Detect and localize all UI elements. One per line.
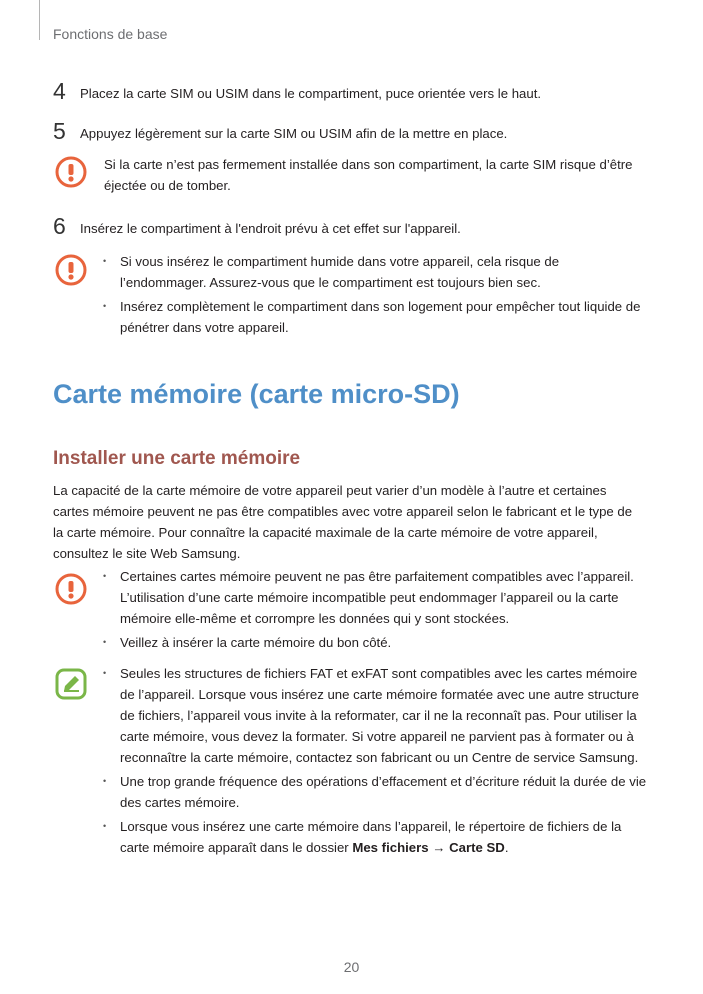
folder-name: Mes fichiers [352, 840, 429, 855]
step-number: 6 [53, 213, 66, 239]
caution-icon [55, 254, 87, 286]
intro-paragraph: La capacité de la carte mémoire de votre appareil peut varier d’un modèle à l’autre et certaines cartes mémoire peuvent ne pas être compatibles avec votre appareil selon le fabricant et le type de la carte mémoire. Pour connaître la capacité maximale de la carte mémoire de votre appareil, consultez le site Web Samsung. [53, 483, 633, 561]
header-rule [39, 0, 40, 40]
list-item: • Veillez à insérer la carte mémoire du bon côté. [103, 632, 648, 653]
page-number: 20 [343, 959, 360, 975]
step-text: Insérez le compartiment à l'endroit prévu à cet effet sur l'appareil. [80, 221, 461, 236]
list-item: • Une trop grande fréquence des opérations d’effacement et d’écriture réduit la durée de vie des cartes mémoire. [103, 771, 648, 813]
caution-icon [55, 156, 87, 188]
list-item-text: Lorsque vous insérez une carte mémoire dans l’appareil, le répertoire de fichiers de la carte mémoire apparaît dans le dossier [120, 819, 622, 855]
step-number: 5 [53, 118, 66, 144]
caution-list [103, 251, 648, 341]
list-item: • Seules les structures de fichiers FAT et exFAT sont compatibles avec les cartes mémoire de l’appareil. Lorsque vous insérez une carte mémoire formatée avec une autre structure de fichiers, l’appareil vous invite à la reformater, car il ne la reconnaît pas. Pour utiliser la carte mémoire, vous devez la formater. Si votre appareil ne parvient pas à formater ou à reconnaître la carte mémoire, contactez son fabricant ou un Centre de service Samsung. [103, 663, 648, 768]
caution-icon [55, 573, 87, 605]
section-header: Fonctions de base [53, 26, 168, 42]
section-title: Carte mémoire (carte micro-SD) [53, 379, 460, 409]
step-text: Placez la carte SIM ou USIM dans le compartiment, puce orientée vers le haut. [80, 86, 542, 101]
list-item: • Insérez complètement le compartiment dans son logement pour empêcher tout liquide de pénétrer dans votre appareil. [103, 296, 648, 338]
step-number: 4 [53, 78, 66, 104]
list-item-suffix: . [504, 840, 509, 855]
list-item [103, 816, 648, 858]
list-item: • Certaines cartes mémoire peuvent ne pas être parfaitement compatibles avec l’appareil. L’utilisation d’une carte mémoire incompatible peut endommager l’appareil ou la carte mémoire elle-même et corrompre les données qui y sont stockées. [103, 566, 648, 629]
step-text: Appuyez légèrement sur la carte SIM ou USIM afin de la mettre en place. [80, 126, 508, 141]
caution-list [103, 566, 648, 656]
note-list [103, 663, 648, 861]
caution-text: Si la carte n’est pas fermement installée dans son compartiment, la carte SIM risque d’être éjectée ou de tomber. [104, 157, 633, 193]
arrow: → [428, 840, 450, 855]
target-name: Carte SD [449, 840, 505, 855]
section-subtitle: Installer une carte mémoire [53, 448, 301, 469]
list-item: • Si vous insérez le compartiment humide dans votre appareil, cela risque de l’endommager. Assurez-vous que le compartiment est toujours bien sec. [103, 251, 648, 293]
note-icon [55, 668, 87, 700]
